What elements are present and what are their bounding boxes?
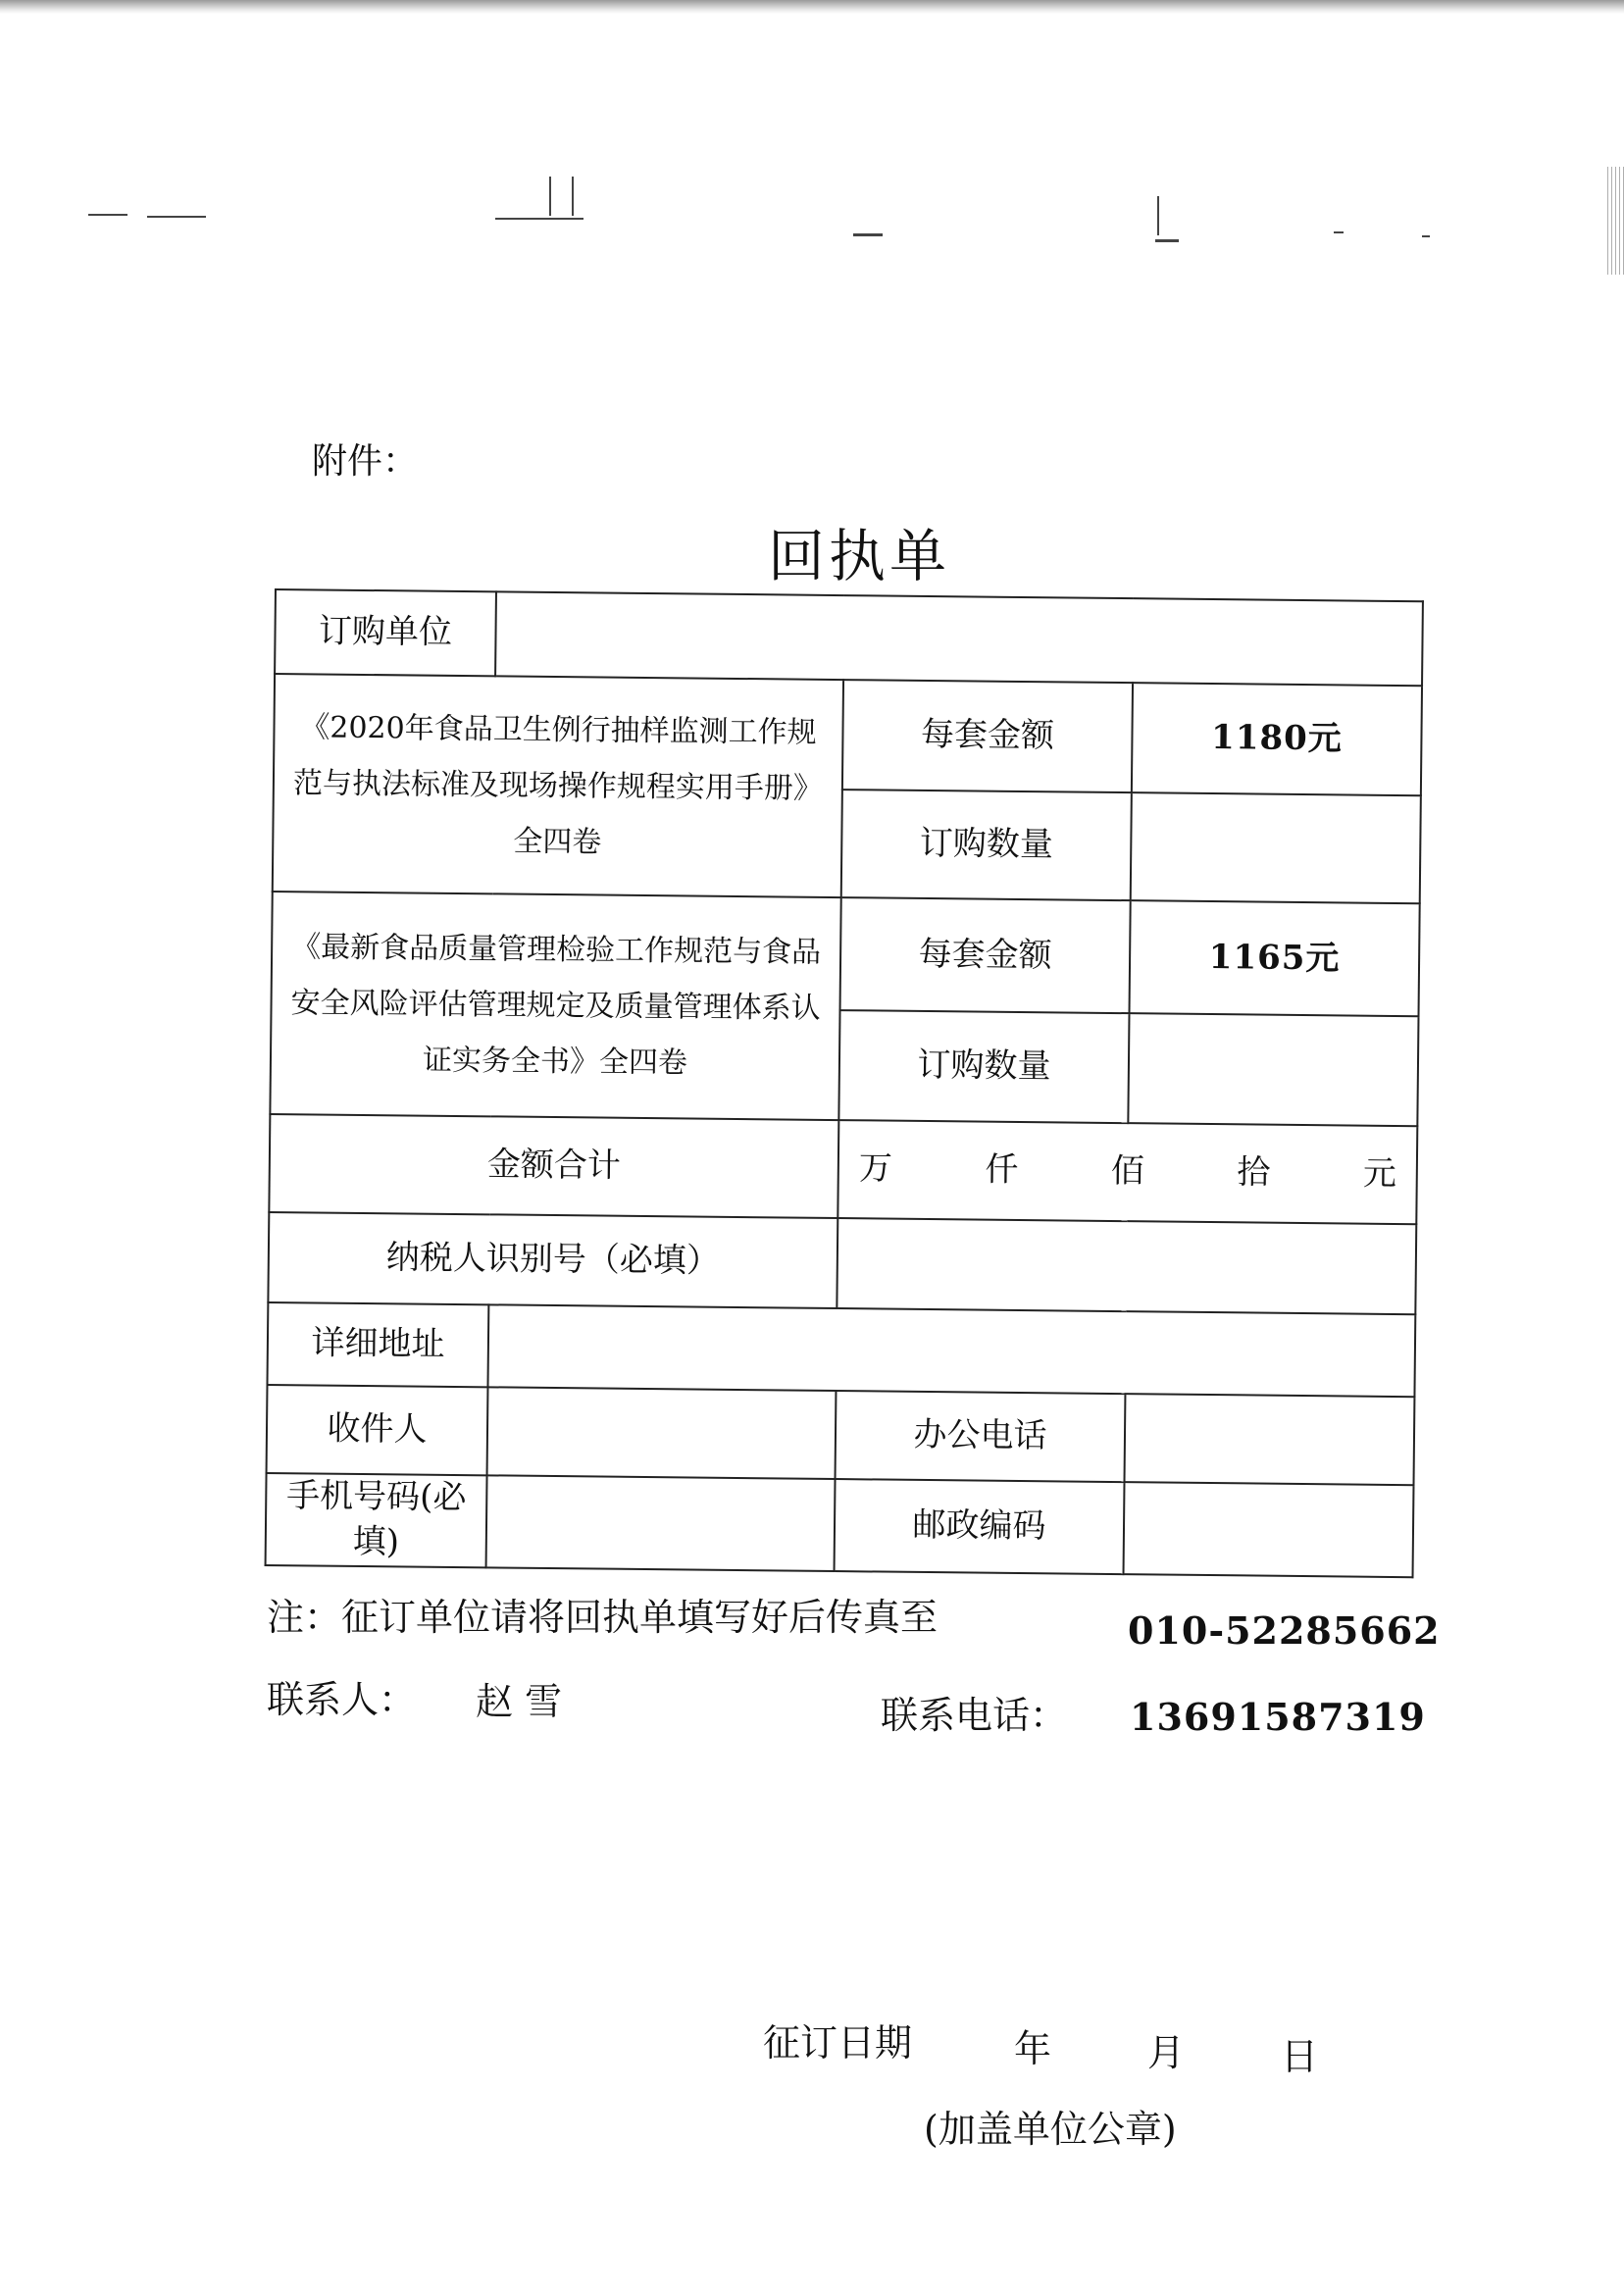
total-unit-qian: 仟 [985, 1149, 1019, 1191]
book-1-price-label: 每套金额 [842, 680, 1133, 792]
book-2-price-value: 1165元 [1130, 900, 1420, 1016]
book-1-price-value: 1180元 [1132, 683, 1422, 795]
total-label: 金额合计 [269, 1114, 838, 1218]
tax-id-label: 纳税人识别号（必填） [268, 1212, 837, 1308]
row-recipient [267, 1385, 1415, 1485]
total-unit-bai: 佰 [1110, 1151, 1145, 1192]
row-book-1-price [274, 674, 1422, 795]
recipient-label: 收件人 [267, 1385, 488, 1475]
date-day-label: 日 [1281, 2035, 1319, 2078]
row-order-unit [275, 589, 1423, 686]
seal-note: (加盖单位公章) [924, 2108, 1177, 2151]
receipt-form [264, 588, 1422, 1591]
postcode-field[interactable] [1124, 1482, 1414, 1577]
book-2-title: 《最新食品质量管理检验工作规范与食品安全风险评估管理规定及质量管理体系认证实务全书》全四卷 [270, 892, 840, 1120]
row-tax-id [268, 1212, 1416, 1314]
total-unit-shi: 拾 [1237, 1152, 1271, 1193]
date-month-label: 月 [1147, 2031, 1186, 2074]
fax-number: 010-52285662 [1128, 1608, 1441, 1653]
total-unit-yuan: 元 [1362, 1153, 1397, 1195]
phone-label: 联系电话： [881, 1694, 1068, 1737]
tax-id-field[interactable] [837, 1218, 1416, 1314]
scan-edge-top [0, 0, 1624, 14]
receipt-table [265, 588, 1424, 1578]
scan-edge-right [1604, 167, 1624, 275]
form-title: 回执单 [767, 523, 950, 589]
recipient-field[interactable] [487, 1387, 837, 1479]
total-amount-field[interactable] [837, 1120, 1417, 1224]
address-field[interactable] [487, 1304, 1415, 1397]
row-book-2-price [272, 892, 1420, 1016]
row-address [267, 1302, 1415, 1397]
row-mobile [266, 1473, 1414, 1577]
mobile-label: 手机号码(必填) [266, 1473, 487, 1567]
book-2-qty-field[interactable] [1128, 1013, 1418, 1126]
contact-name: 赵 雪 [476, 1680, 563, 1723]
total-unit-wan: 万 [858, 1148, 893, 1189]
book-1-title: 《2020年食品卫生例行抽样监测工作规范与执法标准及现场操作规程实用手册》全四卷 [273, 674, 843, 897]
office-phone-label: 办公电话 [836, 1391, 1126, 1482]
postcode-label: 邮政编码 [835, 1479, 1125, 1574]
phone-number: 13691587319 [1130, 1695, 1426, 1739]
book-2-price-label: 每套金额 [840, 897, 1131, 1013]
mobile-field[interactable] [486, 1475, 836, 1570]
address-label: 详细地址 [267, 1302, 488, 1387]
book-1-qty-label: 订购数量 [841, 790, 1132, 900]
order-unit-label: 订购单位 [275, 589, 496, 676]
attachment-label: 附件： [312, 441, 419, 482]
date-year-label: 年 [1014, 2027, 1052, 2070]
office-phone-field[interactable] [1125, 1394, 1415, 1485]
fax-instruction: 注：征订单位请将回执单填写好后传真至 [267, 1596, 939, 1639]
order-date-label: 征订日期 [763, 2021, 913, 2065]
row-total [269, 1114, 1417, 1224]
contact-label: 联系人： [267, 1678, 417, 1721]
order-unit-field[interactable] [495, 591, 1423, 686]
book-2-qty-label: 订购数量 [838, 1010, 1129, 1123]
book-1-qty-field[interactable] [1131, 792, 1421, 903]
